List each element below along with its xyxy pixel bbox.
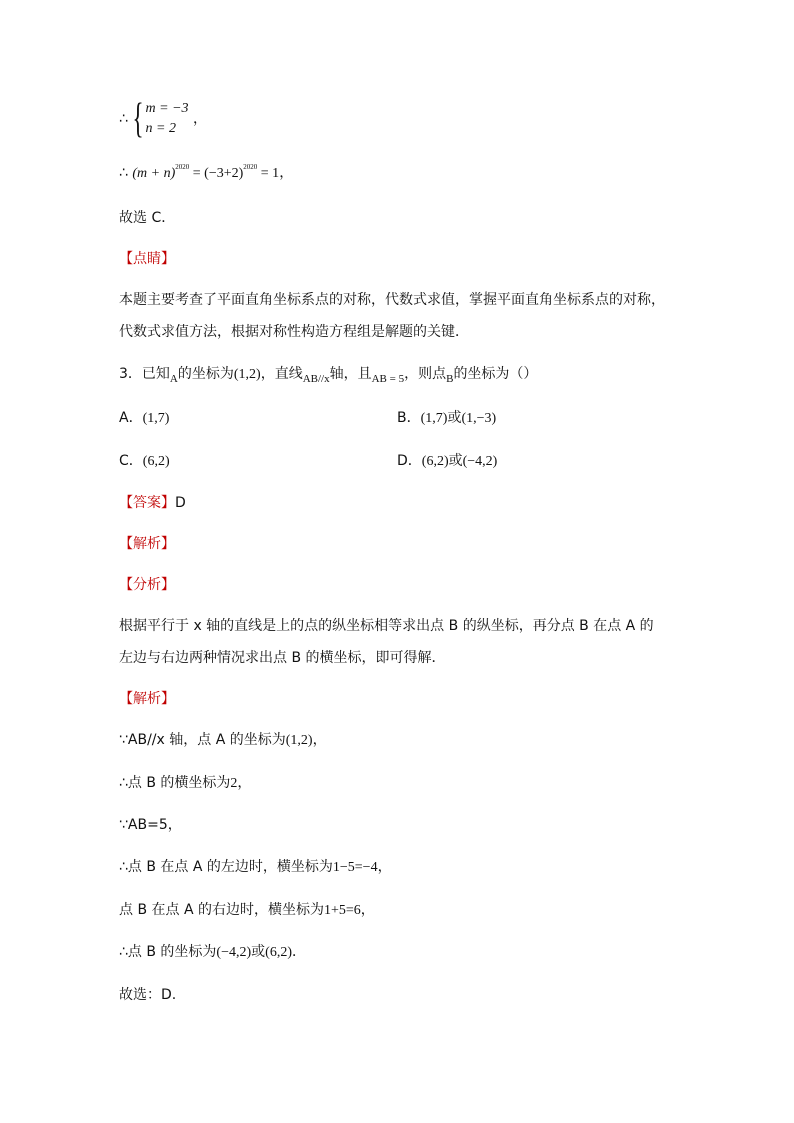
- punctuation: ，: [237, 775, 252, 791]
- solution-text: ∴点 B 的坐标为: [119, 944, 217, 960]
- solution-math: 1−5=−4: [332, 860, 378, 875]
- exponent: 2020: [175, 163, 190, 171]
- coord-a: (1,2): [233, 367, 261, 382]
- solution-text: ∴点 B 在点 A 的左边时，横坐标为: [119, 859, 333, 875]
- punctuation: ，: [360, 902, 375, 918]
- power-lhs: (m + n): [132, 166, 176, 181]
- option-value: (1,7): [142, 411, 170, 426]
- jiexi-heading-2: 【解析】: [119, 691, 175, 707]
- equation-n: n = 2: [145, 121, 176, 136]
- exponent: 2020: [243, 163, 258, 171]
- option-d: [397, 451, 497, 472]
- point-a: A: [169, 373, 178, 385]
- ab-length: AB = 5: [371, 373, 405, 385]
- question-3: [119, 364, 537, 385]
- therefore-symbol: ∴: [119, 165, 128, 181]
- option-label: C．: [119, 453, 143, 469]
- option-value: (6,2): [421, 454, 449, 469]
- power-equation: [119, 163, 293, 185]
- punctuation: ，: [193, 111, 208, 127]
- option-value: (1,−3): [461, 411, 497, 426]
- punctuation: ，: [312, 732, 327, 748]
- question-text: 的坐标为（）: [453, 366, 538, 382]
- option-connector: 或: [447, 410, 462, 426]
- option-label: D．: [397, 453, 422, 469]
- punctuation: ．: [291, 944, 306, 960]
- solution-text: 点 B 在点 A 的右边时，横坐标为: [119, 902, 324, 918]
- fenxi-heading: 【分析】: [119, 577, 175, 593]
- punctuation: ，: [279, 165, 294, 181]
- line-ab-x: AB//x: [302, 373, 330, 385]
- fenxi-text-line-2: 左边与右边两种情况求出点 B 的横坐标，即可得解．: [119, 650, 446, 666]
- option-label: B．: [397, 410, 421, 426]
- left-brace-icon: {: [132, 96, 145, 142]
- solution-step-6: [119, 942, 306, 963]
- question-text: ，直线: [260, 366, 303, 382]
- question-text: ，则点: [404, 366, 447, 382]
- option-label: A．: [119, 410, 143, 426]
- power-rhs: = 1: [257, 166, 280, 181]
- solution-text: ∵AB//x 轴，点 A 的坐标为: [119, 732, 286, 748]
- option-c: [119, 451, 170, 472]
- question-text: 轴，且: [329, 366, 372, 382]
- final-choice: 故选：D.: [119, 987, 177, 1003]
- question-text: 的坐标为: [177, 366, 234, 382]
- solution-math: (6,2): [265, 945, 292, 960]
- solution-step-4: [119, 857, 392, 878]
- dianjing-text-line-1: 本题主要考查了平面直角坐标系点的对称，代数式求值，掌握平面直角坐标系点的对称，: [119, 292, 665, 308]
- jiexi-heading-1: 【解析】: [119, 536, 175, 552]
- equation-m: m = −3: [145, 101, 189, 116]
- choose-c-text: 故选 C．: [119, 210, 176, 226]
- answer-heading: 【答案】: [119, 495, 175, 511]
- solution-text: 或: [251, 944, 266, 960]
- solution-step-5: [119, 900, 375, 921]
- solution-math: (−4,2): [216, 945, 252, 960]
- power-mid: = (−3+2): [189, 166, 244, 181]
- option-value: (6,2): [142, 454, 170, 469]
- solution-math: 1+5=6: [323, 903, 361, 918]
- dianjing-text-line-2: 代数式求值方法，根据对称性构造方程组是解题的关键．: [119, 324, 469, 340]
- answer-line: [119, 493, 186, 513]
- answer-value: D: [175, 495, 186, 511]
- option-a: [119, 408, 169, 429]
- option-value: (−4,2): [462, 454, 498, 469]
- brace-system: [132, 98, 188, 140]
- solution-text: ∴点 B 的横坐标为: [119, 775, 231, 791]
- punctuation: ，: [377, 859, 392, 875]
- solution-math: 2: [230, 776, 238, 791]
- dianjing-heading: 【点睛】: [119, 251, 175, 267]
- solution-step-3: ∵AB=5，: [119, 817, 182, 833]
- solution-step-1: [119, 730, 327, 751]
- therefore-symbol: ∴: [119, 111, 128, 127]
- option-connector: 或: [448, 453, 463, 469]
- equation-stack: [146, 99, 189, 139]
- fenxi-text-line-1: 根据平行于 x 轴的直线是上的点的纵坐标相等求出点 B 的纵坐标，再分点 B 在点 A 的: [119, 618, 654, 634]
- equation-system: [119, 98, 207, 140]
- option-b: [397, 408, 496, 429]
- option-value: (1,7): [420, 411, 448, 426]
- question-text: 3．已知: [119, 366, 170, 382]
- solution-math: (1,2): [285, 733, 313, 748]
- point-b: B: [446, 373, 454, 385]
- solution-step-2: [119, 773, 251, 794]
